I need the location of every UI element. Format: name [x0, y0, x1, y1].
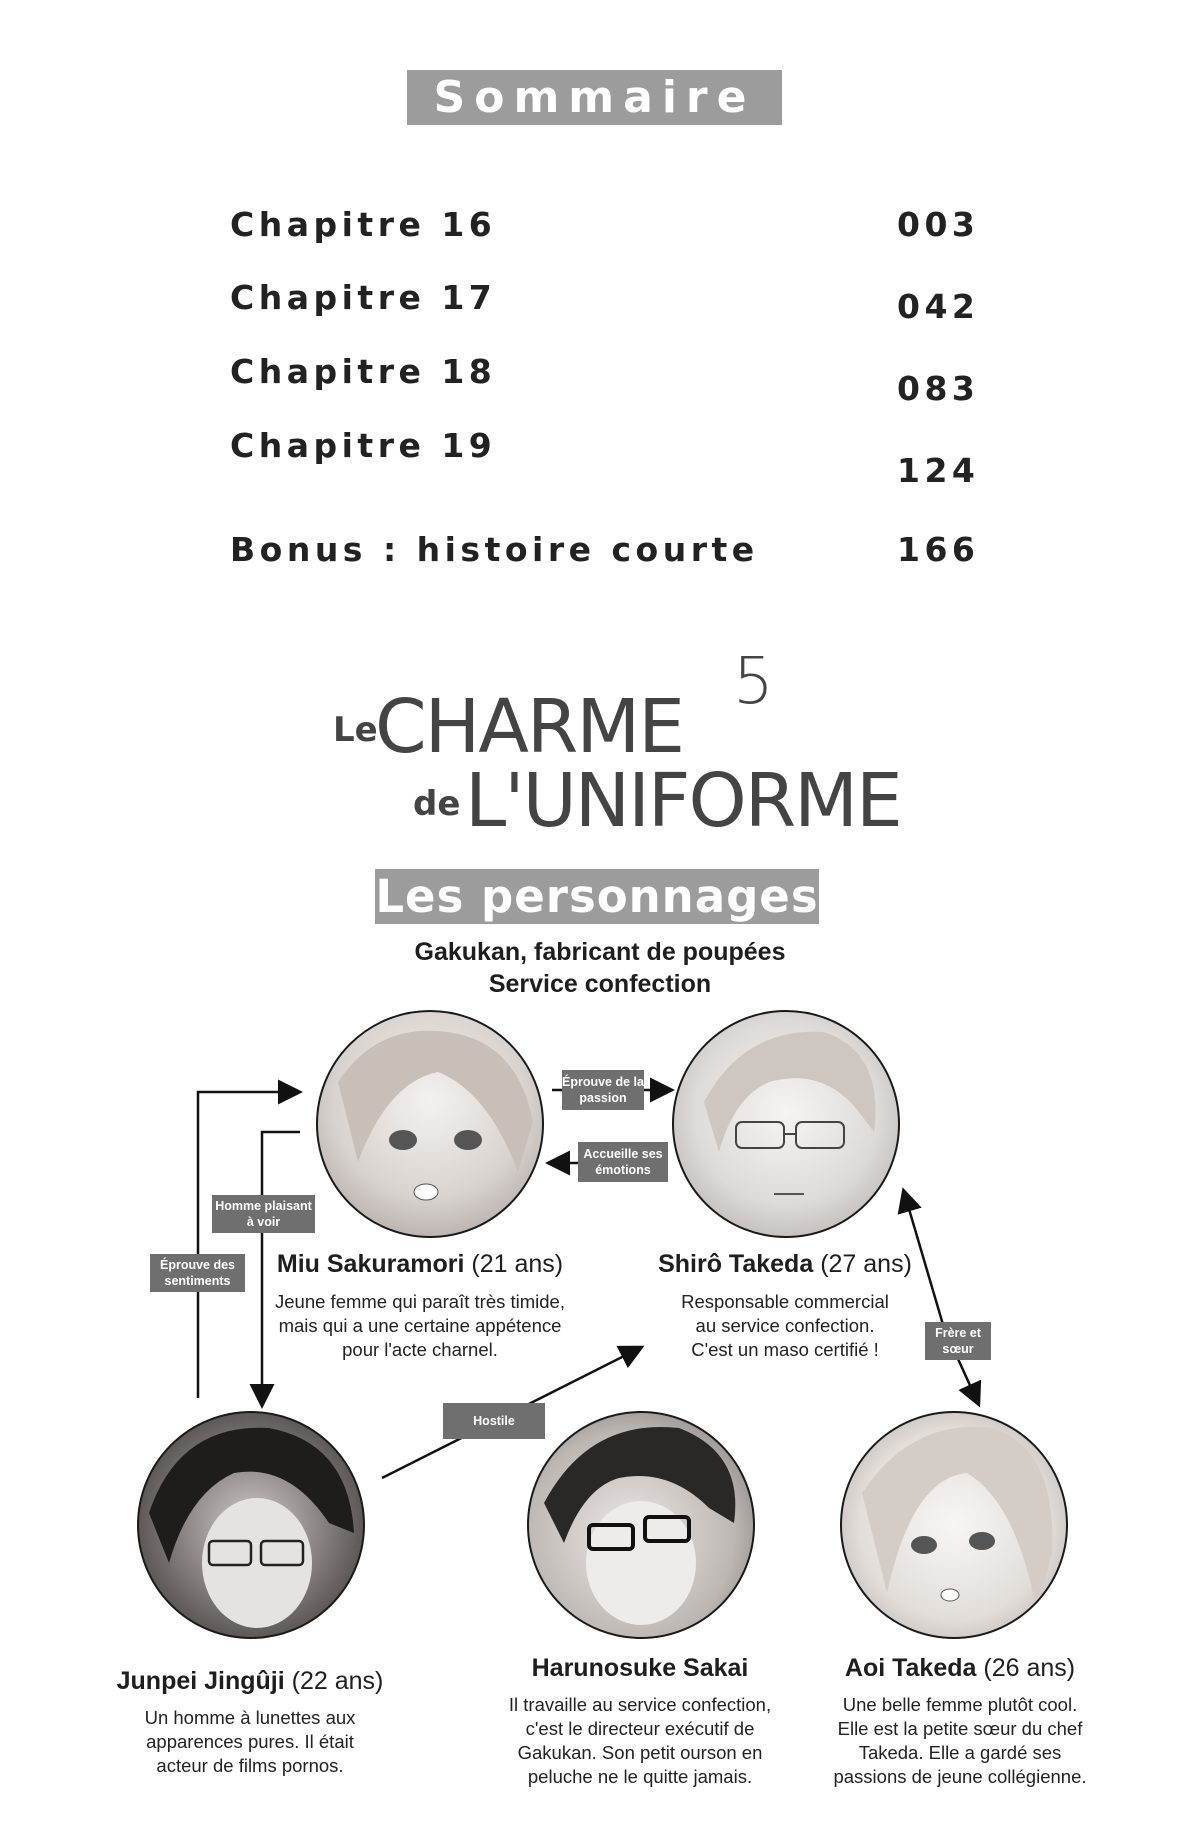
character-desc-shiro [600, 1290, 970, 1362]
desc-line: Jeune femme qui paraît très timide, [275, 1291, 565, 1312]
desc-line: Responsable commercial [681, 1291, 889, 1312]
desc-line: au service confection. [695, 1315, 875, 1336]
logo-volume-number: 5 [733, 645, 774, 719]
desc-line: Il travaille au service confection, [508, 1694, 772, 1715]
desc-line: mais qui a une certaine appétence [278, 1315, 562, 1336]
character-name-harunosuke [460, 1654, 820, 1683]
age: (21 ans) [471, 1250, 564, 1278]
toc-entry-page: 003 [897, 205, 980, 244]
logo-le: Le [333, 710, 378, 750]
character-name-shiro [600, 1250, 970, 1279]
desc-line: C'est un maso certifié ! [691, 1339, 879, 1360]
relation-tag-homme-plaisant: Homme plaisant à voir [212, 1195, 315, 1233]
toc-entry-label: Chapitre 19 [230, 426, 497, 465]
portrait-junpei-art [139, 1413, 363, 1637]
age: (26 ans) [983, 1654, 1076, 1682]
age: (27 ans) [820, 1250, 912, 1278]
desc-line: acteur de films pornos. [156, 1755, 344, 1776]
desc-line: Une belle femme plutôt cool. [842, 1694, 1078, 1715]
desc-line: Takeda. Elle a gardé ses [858, 1742, 1062, 1763]
relation-tag-hostile: Hostile [443, 1403, 545, 1439]
toc-entry-label: Chapitre 16 [230, 205, 497, 244]
name: Junpei Jingûji [116, 1667, 285, 1695]
portrait-aoi [840, 1411, 1068, 1639]
age: (22 ans) [291, 1667, 384, 1695]
portrait-harunosuke-art [529, 1413, 753, 1637]
toc-entry-page: 042 [897, 287, 980, 326]
characters-title: Les personnages [375, 870, 819, 923]
portrait-miu-art [318, 1012, 542, 1236]
toc-entry-label: Chapitre 18 [230, 352, 497, 391]
name: Miu Sakuramori [276, 1250, 465, 1278]
character-desc-aoi [790, 1693, 1130, 1789]
portrait-aoi-art [842, 1413, 1066, 1637]
toc-entry-page: 166 [897, 530, 980, 569]
desc-line: apparences pures. Il était [146, 1731, 354, 1752]
desc-line: c'est le directeur exécutif de [525, 1718, 755, 1739]
character-name-junpei [60, 1667, 440, 1696]
sommaire-title: Sommaire [407, 70, 782, 125]
character-name-aoi [790, 1654, 1130, 1683]
character-name-miu [230, 1250, 610, 1279]
portrait-shiro-art [674, 1012, 898, 1236]
desc-line: pour l'acte charnel. [342, 1339, 498, 1360]
name: Shirô Takeda [658, 1250, 814, 1278]
portrait-miu [316, 1010, 544, 1238]
department-label: Service confection [488, 970, 712, 998]
desc-line: Gakukan. Son petit ourson en [517, 1742, 763, 1763]
portrait-harunosuke [527, 1411, 755, 1639]
toc-entry-label: Chapitre 17 [230, 278, 497, 317]
relation-tag-frere-soeur: Frère et sœur [925, 1322, 991, 1360]
desc-line: Un homme à lunettes aux [144, 1707, 356, 1728]
name: Harunosuke Sakai [531, 1654, 749, 1682]
logo-uniforme: L'UNIFORME [465, 758, 901, 844]
logo-charme: CHARME [375, 684, 683, 770]
relation-tag-sentiments: Éprouve des sentiments [150, 1254, 245, 1292]
portrait-shiro [672, 1010, 900, 1238]
desc-line: Elle est la petite sœur du chef [837, 1718, 1083, 1739]
toc-entry-label: Bonus : histoire courte [230, 530, 759, 569]
toc-entry-page: 083 [897, 369, 980, 408]
character-desc-junpei [60, 1706, 440, 1778]
desc-line: peluche ne le quitte jamais. [527, 1766, 753, 1787]
character-desc-miu [230, 1290, 610, 1362]
portrait-junpei [137, 1411, 365, 1639]
company-label: Gakukan, fabricant de poupées [414, 938, 786, 966]
character-desc-harunosuke [460, 1693, 820, 1789]
logo-de: de [413, 784, 461, 824]
toc-entry-page: 124 [897, 451, 980, 490]
desc-line: passions de jeune collégienne. [833, 1766, 1087, 1787]
relation-tag-accueille: Accueille ses émotions [578, 1142, 668, 1182]
name: Aoi Takeda [844, 1654, 977, 1682]
relation-tag-passion: Éprouve de la passion [562, 1070, 644, 1110]
